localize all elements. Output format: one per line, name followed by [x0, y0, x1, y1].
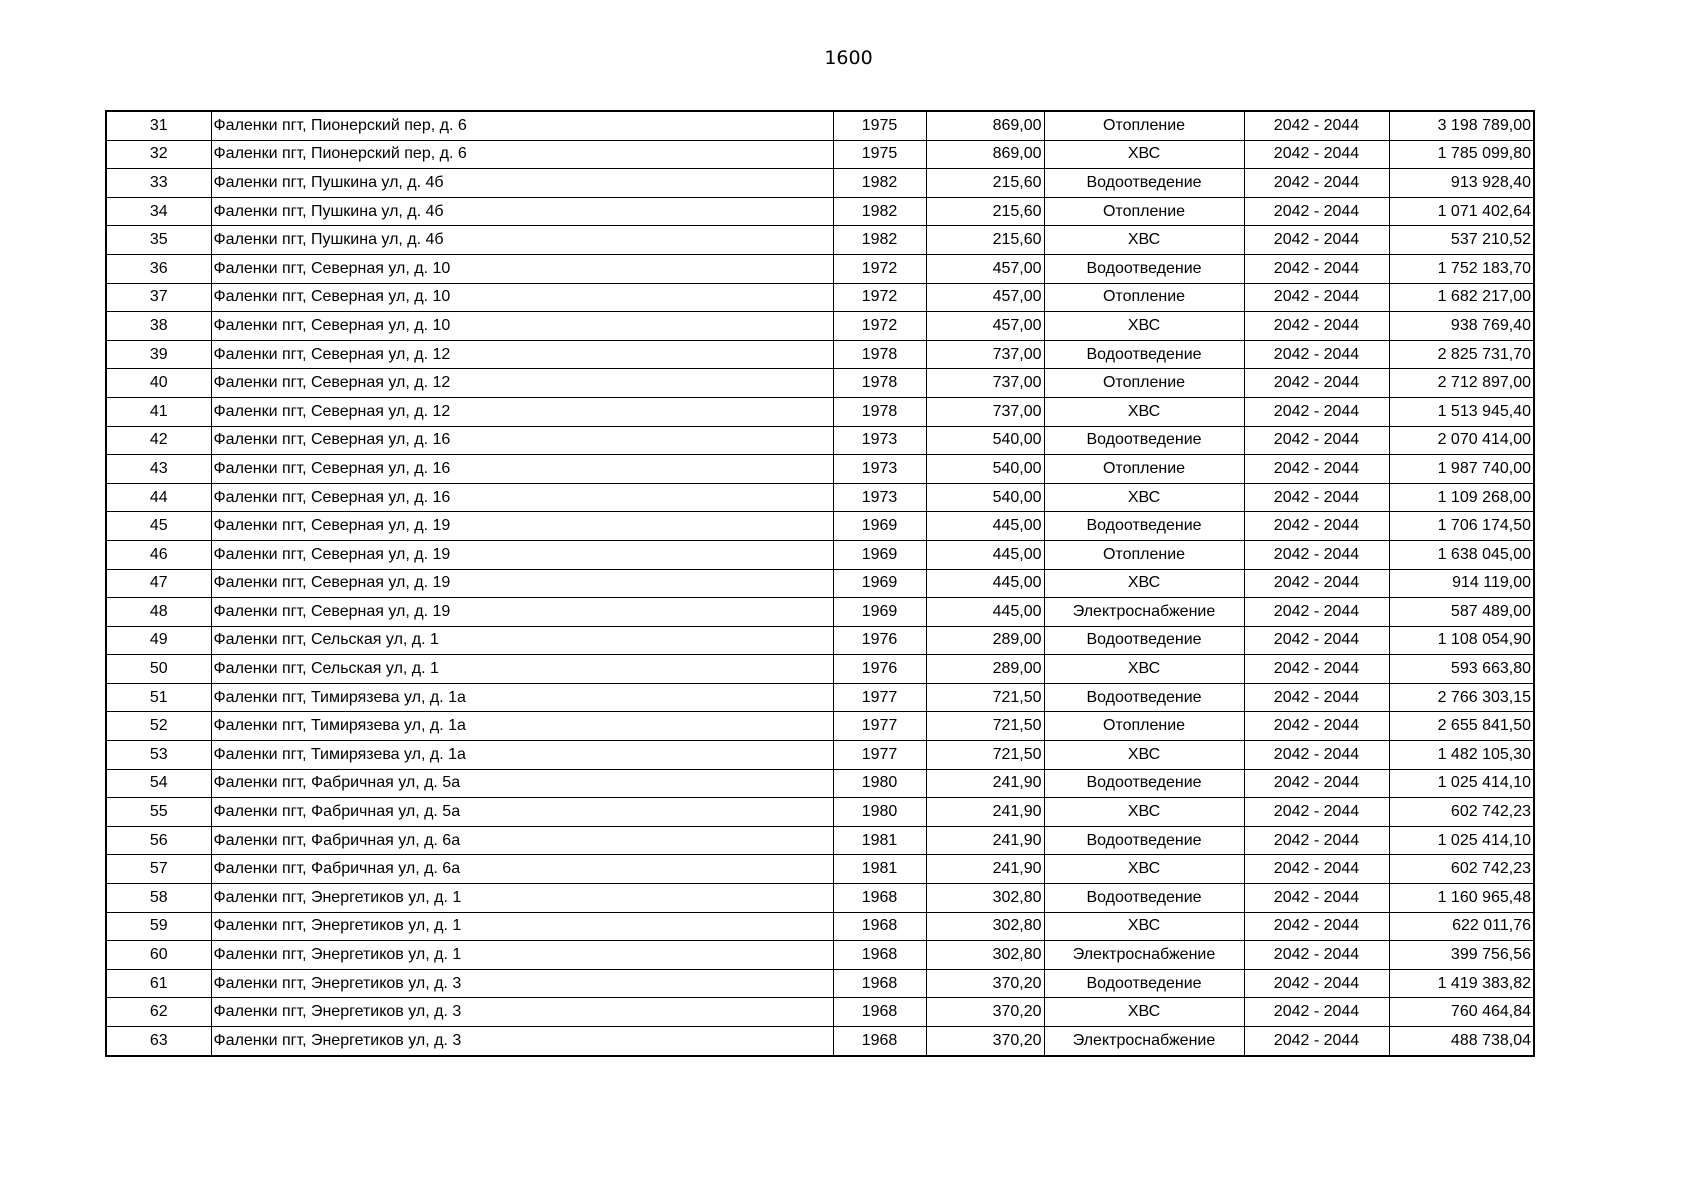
- table-row: [106, 226, 1534, 255]
- construction-year-cell: 1982: [833, 197, 926, 226]
- work-type-cell: Отопление: [1044, 455, 1244, 484]
- repair-cost-cell: 938 769,40: [1389, 312, 1534, 341]
- building-address-cell: Фаленки пгт, Северная ул, д. 12: [211, 369, 833, 398]
- building-address-cell: Фаленки пгт, Северная ул, д. 19: [211, 540, 833, 569]
- construction-year-cell: 1968: [833, 941, 926, 970]
- building-area-cell: 241,90: [926, 769, 1044, 798]
- construction-year-cell: 1975: [833, 111, 926, 140]
- table-row: [106, 455, 1534, 484]
- repair-period-cell: 2042 - 2044: [1244, 369, 1389, 398]
- work-type-cell: ХВС: [1044, 397, 1244, 426]
- repair-cost-cell: 760 464,84: [1389, 998, 1534, 1027]
- table-row: [106, 283, 1534, 312]
- row-number-cell: 52: [106, 712, 211, 741]
- table-row: [106, 798, 1534, 827]
- work-type-cell: Водоотведение: [1044, 169, 1244, 198]
- building-area-cell: 241,90: [926, 826, 1044, 855]
- building-area-cell: 540,00: [926, 426, 1044, 455]
- building-address-cell: Фаленки пгт, Пионерский пер, д. 6: [211, 111, 833, 140]
- building-address-cell: Фаленки пгт, Энергетиков ул, д. 3: [211, 998, 833, 1027]
- repair-period-cell: 2042 - 2044: [1244, 826, 1389, 855]
- repair-period-cell: 2042 - 2044: [1244, 426, 1389, 455]
- work-type-cell: Водоотведение: [1044, 340, 1244, 369]
- repair-cost-cell: 914 119,00: [1389, 569, 1534, 598]
- work-type-cell: ХВС: [1044, 912, 1244, 941]
- repair-cost-cell: 488 738,04: [1389, 1027, 1534, 1056]
- repair-period-cell: 2042 - 2044: [1244, 483, 1389, 512]
- work-type-cell: Отопление: [1044, 283, 1244, 312]
- table-row: [106, 483, 1534, 512]
- repair-period-cell: 2042 - 2044: [1244, 884, 1389, 913]
- row-number-cell: 36: [106, 254, 211, 283]
- work-type-cell: Водоотведение: [1044, 626, 1244, 655]
- building-address-cell: Фаленки пгт, Северная ул, д. 16: [211, 426, 833, 455]
- repair-cost-cell: 2 655 841,50: [1389, 712, 1534, 741]
- building-address-cell: Фаленки пгт, Энергетиков ул, д. 1: [211, 884, 833, 913]
- building-area-cell: 445,00: [926, 569, 1044, 598]
- row-number-cell: 57: [106, 855, 211, 884]
- construction-year-cell: 1968: [833, 1027, 926, 1056]
- table-row: [106, 769, 1534, 798]
- building-address-cell: Фаленки пгт, Фабричная ул, д. 6а: [211, 826, 833, 855]
- construction-year-cell: 1981: [833, 826, 926, 855]
- repair-period-cell: 2042 - 2044: [1244, 655, 1389, 684]
- construction-year-cell: 1969: [833, 540, 926, 569]
- building-address-cell: Фаленки пгт, Северная ул, д. 19: [211, 569, 833, 598]
- repair-period-cell: 2042 - 2044: [1244, 512, 1389, 541]
- row-number-cell: 58: [106, 884, 211, 913]
- table-row: [106, 998, 1534, 1027]
- building-address-cell: Фаленки пгт, Северная ул, д. 12: [211, 397, 833, 426]
- work-type-cell: Отопление: [1044, 111, 1244, 140]
- table-row: [106, 397, 1534, 426]
- repair-period-cell: 2042 - 2044: [1244, 111, 1389, 140]
- building-address-cell: Фаленки пгт, Энергетиков ул, д. 1: [211, 912, 833, 941]
- repair-cost-cell: 2 070 414,00: [1389, 426, 1534, 455]
- table-row: [106, 626, 1534, 655]
- construction-year-cell: 1977: [833, 741, 926, 770]
- repair-period-cell: 2042 - 2044: [1244, 397, 1389, 426]
- building-address-cell: Фаленки пгт, Тимирязева ул, д. 1а: [211, 741, 833, 770]
- repair-period-cell: 2042 - 2044: [1244, 741, 1389, 770]
- repair-period-cell: 2042 - 2044: [1244, 683, 1389, 712]
- work-type-cell: ХВС: [1044, 483, 1244, 512]
- table-row: [106, 369, 1534, 398]
- work-type-cell: Отопление: [1044, 540, 1244, 569]
- repair-cost-cell: 913 928,40: [1389, 169, 1534, 198]
- construction-year-cell: 1972: [833, 254, 926, 283]
- table-row: [106, 655, 1534, 684]
- table-row: [106, 569, 1534, 598]
- repair-cost-cell: 1 025 414,10: [1389, 769, 1534, 798]
- table-row: [106, 1027, 1534, 1056]
- construction-year-cell: 1968: [833, 884, 926, 913]
- repair-cost-cell: 1 419 383,82: [1389, 969, 1534, 998]
- row-number-cell: 41: [106, 397, 211, 426]
- table-row: [106, 540, 1534, 569]
- building-area-cell: 302,80: [926, 884, 1044, 913]
- table-row: [106, 169, 1534, 198]
- table-row: [106, 340, 1534, 369]
- work-type-cell: Электроснабжение: [1044, 1027, 1244, 1056]
- repair-cost-cell: 587 489,00: [1389, 598, 1534, 627]
- repair-period-cell: 2042 - 2044: [1244, 140, 1389, 169]
- building-address-cell: Фаленки пгт, Тимирязева ул, д. 1а: [211, 683, 833, 712]
- work-type-cell: Электроснабжение: [1044, 598, 1244, 627]
- building-address-cell: Фаленки пгт, Пушкина ул, д. 4б: [211, 169, 833, 198]
- work-type-cell: Водоотведение: [1044, 512, 1244, 541]
- building-address-cell: Фаленки пгт, Северная ул, д. 10: [211, 283, 833, 312]
- building-area-cell: 302,80: [926, 941, 1044, 970]
- building-area-cell: 737,00: [926, 340, 1044, 369]
- building-address-cell: Фаленки пгт, Северная ул, д. 16: [211, 455, 833, 484]
- construction-year-cell: 1973: [833, 483, 926, 512]
- building-area-cell: 370,20: [926, 1027, 1044, 1056]
- table-row: [106, 884, 1534, 913]
- construction-year-cell: 1978: [833, 369, 926, 398]
- table-row: [106, 197, 1534, 226]
- row-number-cell: 56: [106, 826, 211, 855]
- repair-cost-cell: 1 638 045,00: [1389, 540, 1534, 569]
- building-area-cell: 215,60: [926, 169, 1044, 198]
- repair-period-cell: 2042 - 2044: [1244, 855, 1389, 884]
- repair-cost-cell: 399 756,56: [1389, 941, 1534, 970]
- work-type-cell: Отопление: [1044, 197, 1244, 226]
- table-body: [106, 111, 1534, 1056]
- row-number-cell: 44: [106, 483, 211, 512]
- table-row: [106, 683, 1534, 712]
- table-row: [106, 512, 1534, 541]
- work-type-cell: Водоотведение: [1044, 254, 1244, 283]
- row-number-cell: 35: [106, 226, 211, 255]
- building-area-cell: 289,00: [926, 655, 1044, 684]
- construction-year-cell: 1980: [833, 769, 926, 798]
- row-number-cell: 61: [106, 969, 211, 998]
- table-row: [106, 254, 1534, 283]
- building-area-cell: 457,00: [926, 283, 1044, 312]
- repair-period-cell: 2042 - 2044: [1244, 540, 1389, 569]
- building-address-cell: Фаленки пгт, Северная ул, д. 10: [211, 254, 833, 283]
- table-row: [106, 111, 1534, 140]
- building-address-cell: Фаленки пгт, Энергетиков ул, д. 3: [211, 1027, 833, 1056]
- construction-year-cell: 1981: [833, 855, 926, 884]
- building-address-cell: Фаленки пгт, Тимирязева ул, д. 1а: [211, 712, 833, 741]
- construction-year-cell: 1975: [833, 140, 926, 169]
- construction-year-cell: 1973: [833, 426, 926, 455]
- row-number-cell: 45: [106, 512, 211, 541]
- repair-period-cell: 2042 - 2044: [1244, 798, 1389, 827]
- repair-period-cell: 2042 - 2044: [1244, 941, 1389, 970]
- work-type-cell: ХВС: [1044, 226, 1244, 255]
- building-area-cell: 540,00: [926, 483, 1044, 512]
- table-row: [106, 312, 1534, 341]
- building-address-cell: Фаленки пгт, Сельская ул, д. 1: [211, 626, 833, 655]
- row-number-cell: 38: [106, 312, 211, 341]
- repair-cost-cell: 1 025 414,10: [1389, 826, 1534, 855]
- work-type-cell: ХВС: [1044, 741, 1244, 770]
- row-number-cell: 49: [106, 626, 211, 655]
- work-type-cell: Водоотведение: [1044, 683, 1244, 712]
- construction-year-cell: 1980: [833, 798, 926, 827]
- construction-year-cell: 1972: [833, 312, 926, 341]
- table-row: [106, 912, 1534, 941]
- building-area-cell: 445,00: [926, 598, 1044, 627]
- building-area-cell: 737,00: [926, 397, 1044, 426]
- building-address-cell: Фаленки пгт, Сельская ул, д. 1: [211, 655, 833, 684]
- repair-cost-cell: 1 785 099,80: [1389, 140, 1534, 169]
- construction-year-cell: 1968: [833, 998, 926, 1027]
- repair-cost-cell: 1 071 402,64: [1389, 197, 1534, 226]
- work-type-cell: ХВС: [1044, 855, 1244, 884]
- repair-cost-cell: 1 109 268,00: [1389, 483, 1534, 512]
- work-type-cell: Водоотведение: [1044, 884, 1244, 913]
- construction-year-cell: 1976: [833, 655, 926, 684]
- repair-cost-cell: 593 663,80: [1389, 655, 1534, 684]
- row-number-cell: 51: [106, 683, 211, 712]
- work-type-cell: Водоотведение: [1044, 426, 1244, 455]
- construction-year-cell: 1969: [833, 598, 926, 627]
- repair-period-cell: 2042 - 2044: [1244, 340, 1389, 369]
- repair-cost-cell: 1 682 217,00: [1389, 283, 1534, 312]
- building-area-cell: 721,50: [926, 683, 1044, 712]
- row-number-cell: 48: [106, 598, 211, 627]
- building-area-cell: 370,20: [926, 998, 1044, 1027]
- building-area-cell: 241,90: [926, 855, 1044, 884]
- building-address-cell: Фаленки пгт, Фабричная ул, д. 5а: [211, 798, 833, 827]
- row-number-cell: 59: [106, 912, 211, 941]
- row-number-cell: 60: [106, 941, 211, 970]
- construction-year-cell: 1972: [833, 283, 926, 312]
- building-area-cell: 457,00: [926, 312, 1044, 341]
- row-number-cell: 40: [106, 369, 211, 398]
- row-number-cell: 50: [106, 655, 211, 684]
- repair-period-cell: 2042 - 2044: [1244, 769, 1389, 798]
- construction-year-cell: 1977: [833, 712, 926, 741]
- building-address-cell: Фаленки пгт, Северная ул, д. 16: [211, 483, 833, 512]
- repair-period-cell: 2042 - 2044: [1244, 569, 1389, 598]
- repair-cost-cell: 1 987 740,00: [1389, 455, 1534, 484]
- construction-year-cell: 1973: [833, 455, 926, 484]
- work-type-cell: ХВС: [1044, 798, 1244, 827]
- table-row: [106, 941, 1534, 970]
- repair-period-cell: 2042 - 2044: [1244, 312, 1389, 341]
- building-area-cell: 445,00: [926, 512, 1044, 541]
- table-row: [106, 969, 1534, 998]
- building-area-cell: 241,90: [926, 798, 1044, 827]
- building-address-cell: Фаленки пгт, Пионерский пер, д. 6: [211, 140, 833, 169]
- repair-period-cell: 2042 - 2044: [1244, 626, 1389, 655]
- repair-period-cell: 2042 - 2044: [1244, 254, 1389, 283]
- building-area-cell: 737,00: [926, 369, 1044, 398]
- work-type-cell: ХВС: [1044, 312, 1244, 341]
- construction-year-cell: 1982: [833, 226, 926, 255]
- building-area-cell: 215,60: [926, 226, 1044, 255]
- construction-year-cell: 1969: [833, 569, 926, 598]
- row-number-cell: 37: [106, 283, 211, 312]
- repair-cost-cell: 1 108 054,90: [1389, 626, 1534, 655]
- building-area-cell: 457,00: [926, 254, 1044, 283]
- repair-period-cell: 2042 - 2044: [1244, 969, 1389, 998]
- building-address-cell: Фаленки пгт, Северная ул, д. 19: [211, 598, 833, 627]
- repair-period-cell: 2042 - 2044: [1244, 912, 1389, 941]
- repair-period-cell: 2042 - 2044: [1244, 455, 1389, 484]
- building-area-cell: 869,00: [926, 140, 1044, 169]
- building-area-cell: 370,20: [926, 969, 1044, 998]
- repair-cost-cell: 2 712 897,00: [1389, 369, 1534, 398]
- repair-cost-cell: 2 766 303,15: [1389, 683, 1534, 712]
- building-address-cell: Фаленки пгт, Энергетиков ул, д. 3: [211, 969, 833, 998]
- building-area-cell: 869,00: [926, 111, 1044, 140]
- row-number-cell: 43: [106, 455, 211, 484]
- repair-cost-cell: 602 742,23: [1389, 855, 1534, 884]
- work-type-cell: Отопление: [1044, 712, 1244, 741]
- work-type-cell: ХВС: [1044, 569, 1244, 598]
- construction-year-cell: 1978: [833, 340, 926, 369]
- row-number-cell: 34: [106, 197, 211, 226]
- repair-cost-cell: 1 513 945,40: [1389, 397, 1534, 426]
- row-number-cell: 47: [106, 569, 211, 598]
- row-number-cell: 31: [106, 111, 211, 140]
- building-address-cell: Фаленки пгт, Северная ул, д. 10: [211, 312, 833, 341]
- table-row: [106, 598, 1534, 627]
- building-area-cell: 215,60: [926, 197, 1044, 226]
- row-number-cell: 55: [106, 798, 211, 827]
- repair-cost-cell: 3 198 789,00: [1389, 111, 1534, 140]
- table-row: [106, 426, 1534, 455]
- repair-period-cell: 2042 - 2044: [1244, 226, 1389, 255]
- building-area-cell: 721,50: [926, 712, 1044, 741]
- repair-cost-cell: 1 752 183,70: [1389, 254, 1534, 283]
- repair-period-cell: 2042 - 2044: [1244, 283, 1389, 312]
- repair-period-cell: 2042 - 2044: [1244, 169, 1389, 198]
- work-type-cell: Электроснабжение: [1044, 941, 1244, 970]
- building-area-cell: 721,50: [926, 741, 1044, 770]
- work-type-cell: ХВС: [1044, 655, 1244, 684]
- repair-period-cell: 2042 - 2044: [1244, 197, 1389, 226]
- row-number-cell: 63: [106, 1027, 211, 1056]
- building-address-cell: Фаленки пгт, Пушкина ул, д. 4б: [211, 226, 833, 255]
- construction-year-cell: 1982: [833, 169, 926, 198]
- table-row: [106, 712, 1534, 741]
- construction-year-cell: 1968: [833, 969, 926, 998]
- work-type-cell: ХВС: [1044, 140, 1244, 169]
- row-number-cell: 33: [106, 169, 211, 198]
- table-row: [106, 826, 1534, 855]
- row-number-cell: 54: [106, 769, 211, 798]
- building-area-cell: 302,80: [926, 912, 1044, 941]
- repair-period-cell: 2042 - 2044: [1244, 598, 1389, 627]
- repair-period-cell: 2042 - 2044: [1244, 712, 1389, 741]
- construction-year-cell: 1976: [833, 626, 926, 655]
- repair-cost-cell: 2 825 731,70: [1389, 340, 1534, 369]
- page-number: 1600: [824, 47, 873, 69]
- row-number-cell: 39: [106, 340, 211, 369]
- row-number-cell: 32: [106, 140, 211, 169]
- work-type-cell: Водоотведение: [1044, 969, 1244, 998]
- building-address-cell: Фаленки пгт, Энергетиков ул, д. 1: [211, 941, 833, 970]
- repair-cost-cell: 602 742,23: [1389, 798, 1534, 827]
- repair-cost-cell: 1 160 965,48: [1389, 884, 1534, 913]
- repair-cost-cell: 537 210,52: [1389, 226, 1534, 255]
- row-number-cell: 53: [106, 741, 211, 770]
- building-address-cell: Фаленки пгт, Пушкина ул, д. 4б: [211, 197, 833, 226]
- repair-period-cell: 2042 - 2044: [1244, 998, 1389, 1027]
- row-number-cell: 46: [106, 540, 211, 569]
- building-address-cell: Фаленки пгт, Фабричная ул, д. 5а: [211, 769, 833, 798]
- building-address-cell: Фаленки пгт, Северная ул, д. 12: [211, 340, 833, 369]
- building-area-cell: 540,00: [926, 455, 1044, 484]
- table-row: [106, 140, 1534, 169]
- building-area-cell: 445,00: [926, 540, 1044, 569]
- row-number-cell: 62: [106, 998, 211, 1027]
- repair-cost-cell: 1 706 174,50: [1389, 512, 1534, 541]
- row-number-cell: 42: [106, 426, 211, 455]
- building-address-cell: Фаленки пгт, Фабричная ул, д. 6а: [211, 855, 833, 884]
- table-row: [106, 741, 1534, 770]
- housing-repair-table: [105, 110, 1535, 1057]
- construction-year-cell: 1969: [833, 512, 926, 541]
- work-type-cell: Отопление: [1044, 369, 1244, 398]
- work-type-cell: Водоотведение: [1044, 769, 1244, 798]
- repair-cost-cell: 622 011,76: [1389, 912, 1534, 941]
- construction-year-cell: 1978: [833, 397, 926, 426]
- table-row: [106, 855, 1534, 884]
- construction-year-cell: 1968: [833, 912, 926, 941]
- repair-cost-cell: 1 482 105,30: [1389, 741, 1534, 770]
- work-type-cell: Водоотведение: [1044, 826, 1244, 855]
- construction-year-cell: 1977: [833, 683, 926, 712]
- repair-period-cell: 2042 - 2044: [1244, 1027, 1389, 1056]
- work-type-cell: ХВС: [1044, 998, 1244, 1027]
- building-address-cell: Фаленки пгт, Северная ул, д. 19: [211, 512, 833, 541]
- building-area-cell: 289,00: [926, 626, 1044, 655]
